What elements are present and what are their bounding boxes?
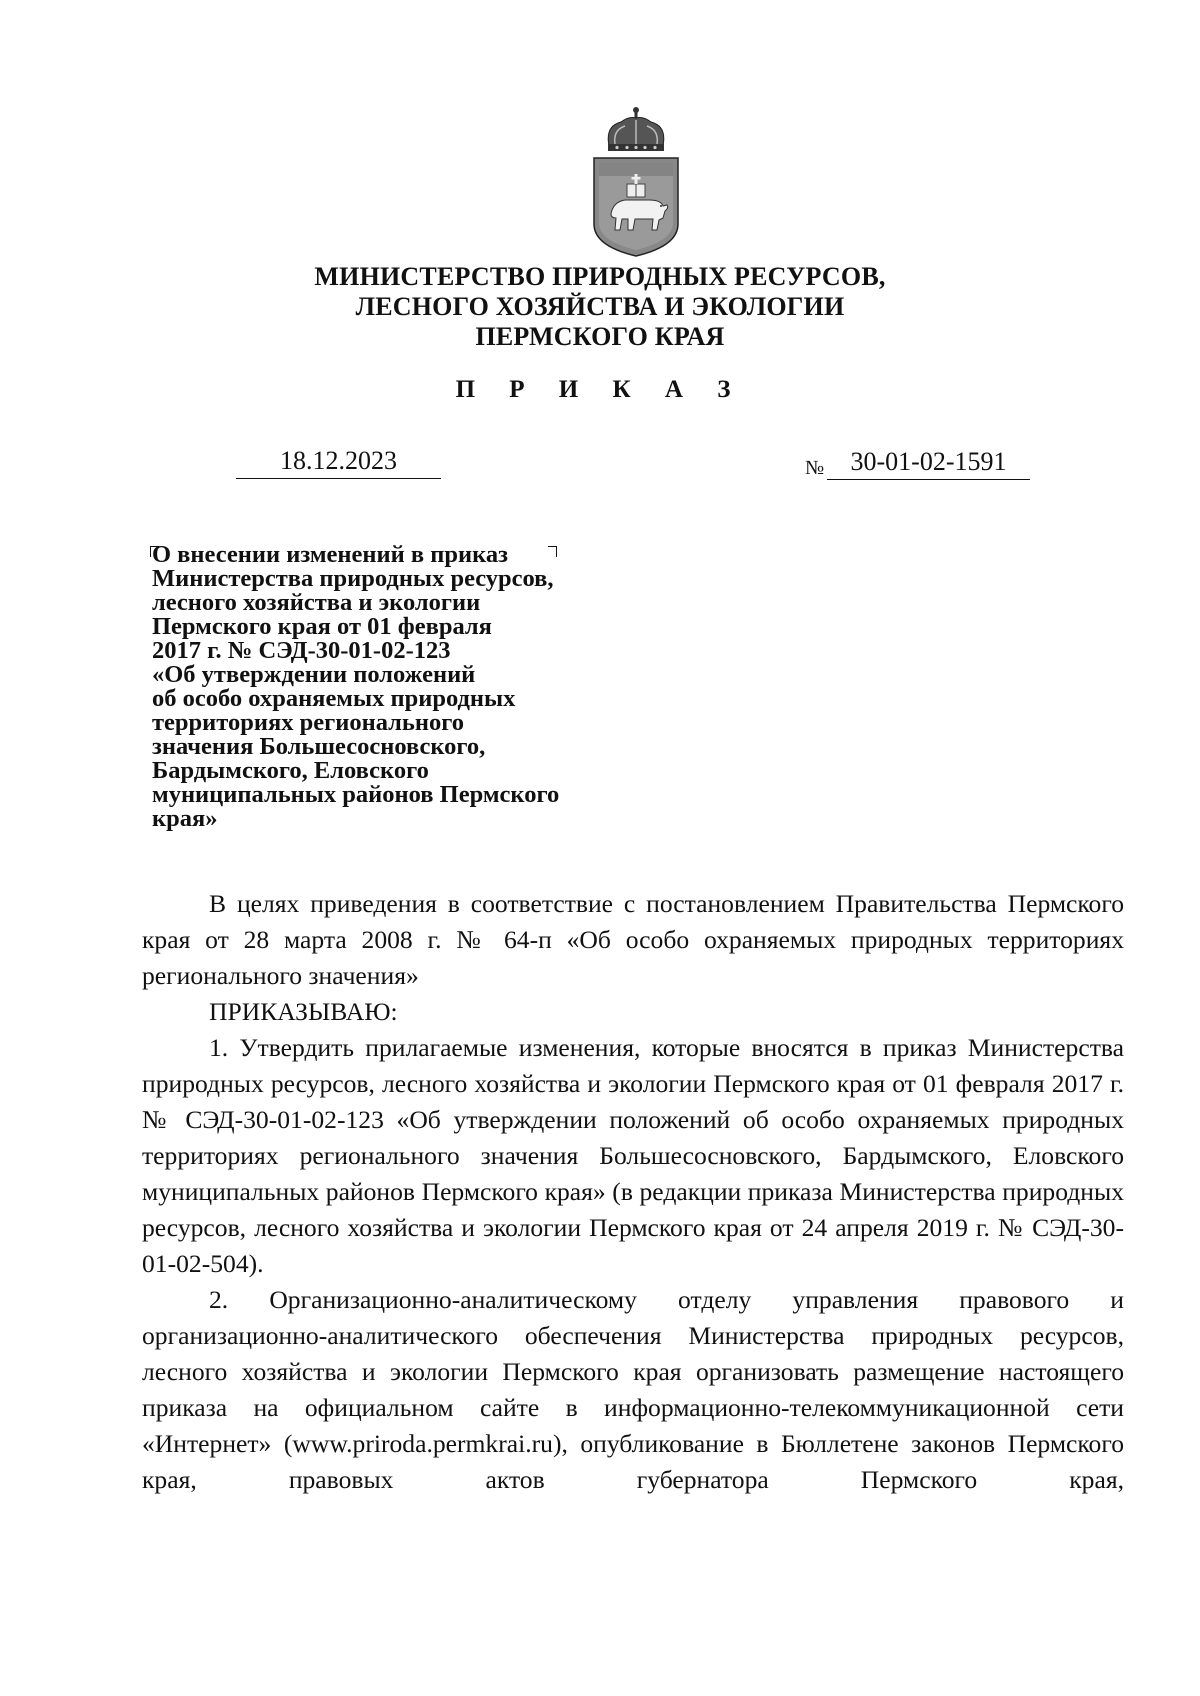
body-paragraph-item-1: 1. Утвердить прилагаемые изменения, которые вносятся в приказ Министерства природных ресурсов, лесного хозяйства и экологии Пермского края от 01 февраля 2017 г. № СЭД-30-01-02-123 «Об утверждении положений об особо охраняемых природных территориях регионального значения Большесосновского, Бардымского, Еловского муниципальных районов Пермского края» (в редакции приказа Министерства природных ресурсов, лесного хозяйства и экологии Пермского края от 24 апреля 2019 г. № СЭД-30-01-02-504). <box>142 1033 1124 1278</box>
body-paragraph-preamble: В целях приведения в соответствие с постановлением Правительства Пермского края от 28 марта 2008 г. № 64-п «Об особо охраняемых природных территориях регионального значения» <box>142 889 1124 990</box>
ministry-title-line: ПЕРМСКОГО КРАЯ <box>475 322 725 351</box>
subject-line: муниципальных районов Пермского <box>152 781 560 808</box>
subject-line: лесного хозяйства и экологии <box>152 589 481 616</box>
shield-icon <box>594 158 678 256</box>
subject-line: 2017 г. № СЭД-30-01-02-123 <box>152 637 451 664</box>
perm-krai-coat-of-arms-icon <box>591 106 681 258</box>
document-body <box>142 886 1124 1498</box>
ministry-title-line: МИНИСТЕРСТВО ПРИРОДНЫХ РЕСУРСОВ, <box>314 262 886 291</box>
document-number-block <box>805 446 1030 480</box>
subject-line: края» <box>152 805 218 832</box>
ministry-title <box>200 262 1000 352</box>
body-paragraph-item-2: 2. Организационно-аналитическому отделу управления правового и организационно-аналитического обеспечения Министерства природных ресурсов, лесного хозяйства и экологии Пермского края организовать размещение настоящего приказа на официальном сайте в информационно-телекоммуникационной сети «Интернет» (www.priroda.permkrai.ru), опубликование в Бюллетене законов Пермского края, правовых актов губернатора Пермского края, <box>142 1285 1124 1494</box>
number-sign: № <box>805 457 825 479</box>
body-paragraph-order-word: ПРИКАЗЫВАЮ: <box>209 997 398 1026</box>
subject-line: О внесении изменений в приказ <box>152 541 508 568</box>
subject-line: об особо охраняемых природных <box>152 685 516 712</box>
subject-line: «Об утверждении положений <box>152 661 476 688</box>
crown-icon <box>608 107 664 151</box>
subject-line: Бардымского, Еловского <box>152 757 429 784</box>
ministry-title-line: ЛЕСНОГО ХОЗЯЙСТВА И ЭКОЛОГИИ <box>355 292 845 321</box>
subject-line: Пермского края от 01 февраля <box>152 613 492 640</box>
document-type-heading: П Р И К А З <box>455 376 745 403</box>
subject-line: территориях регионального <box>152 709 465 736</box>
subject-line: Министерства природных ресурсов, <box>152 565 554 592</box>
document-number: 30-01-02-1591 <box>827 447 1030 480</box>
subject-line: значения Большесосновского, <box>152 733 486 760</box>
document-subject <box>152 543 622 831</box>
document-date: 18.12.2023 <box>236 446 441 479</box>
